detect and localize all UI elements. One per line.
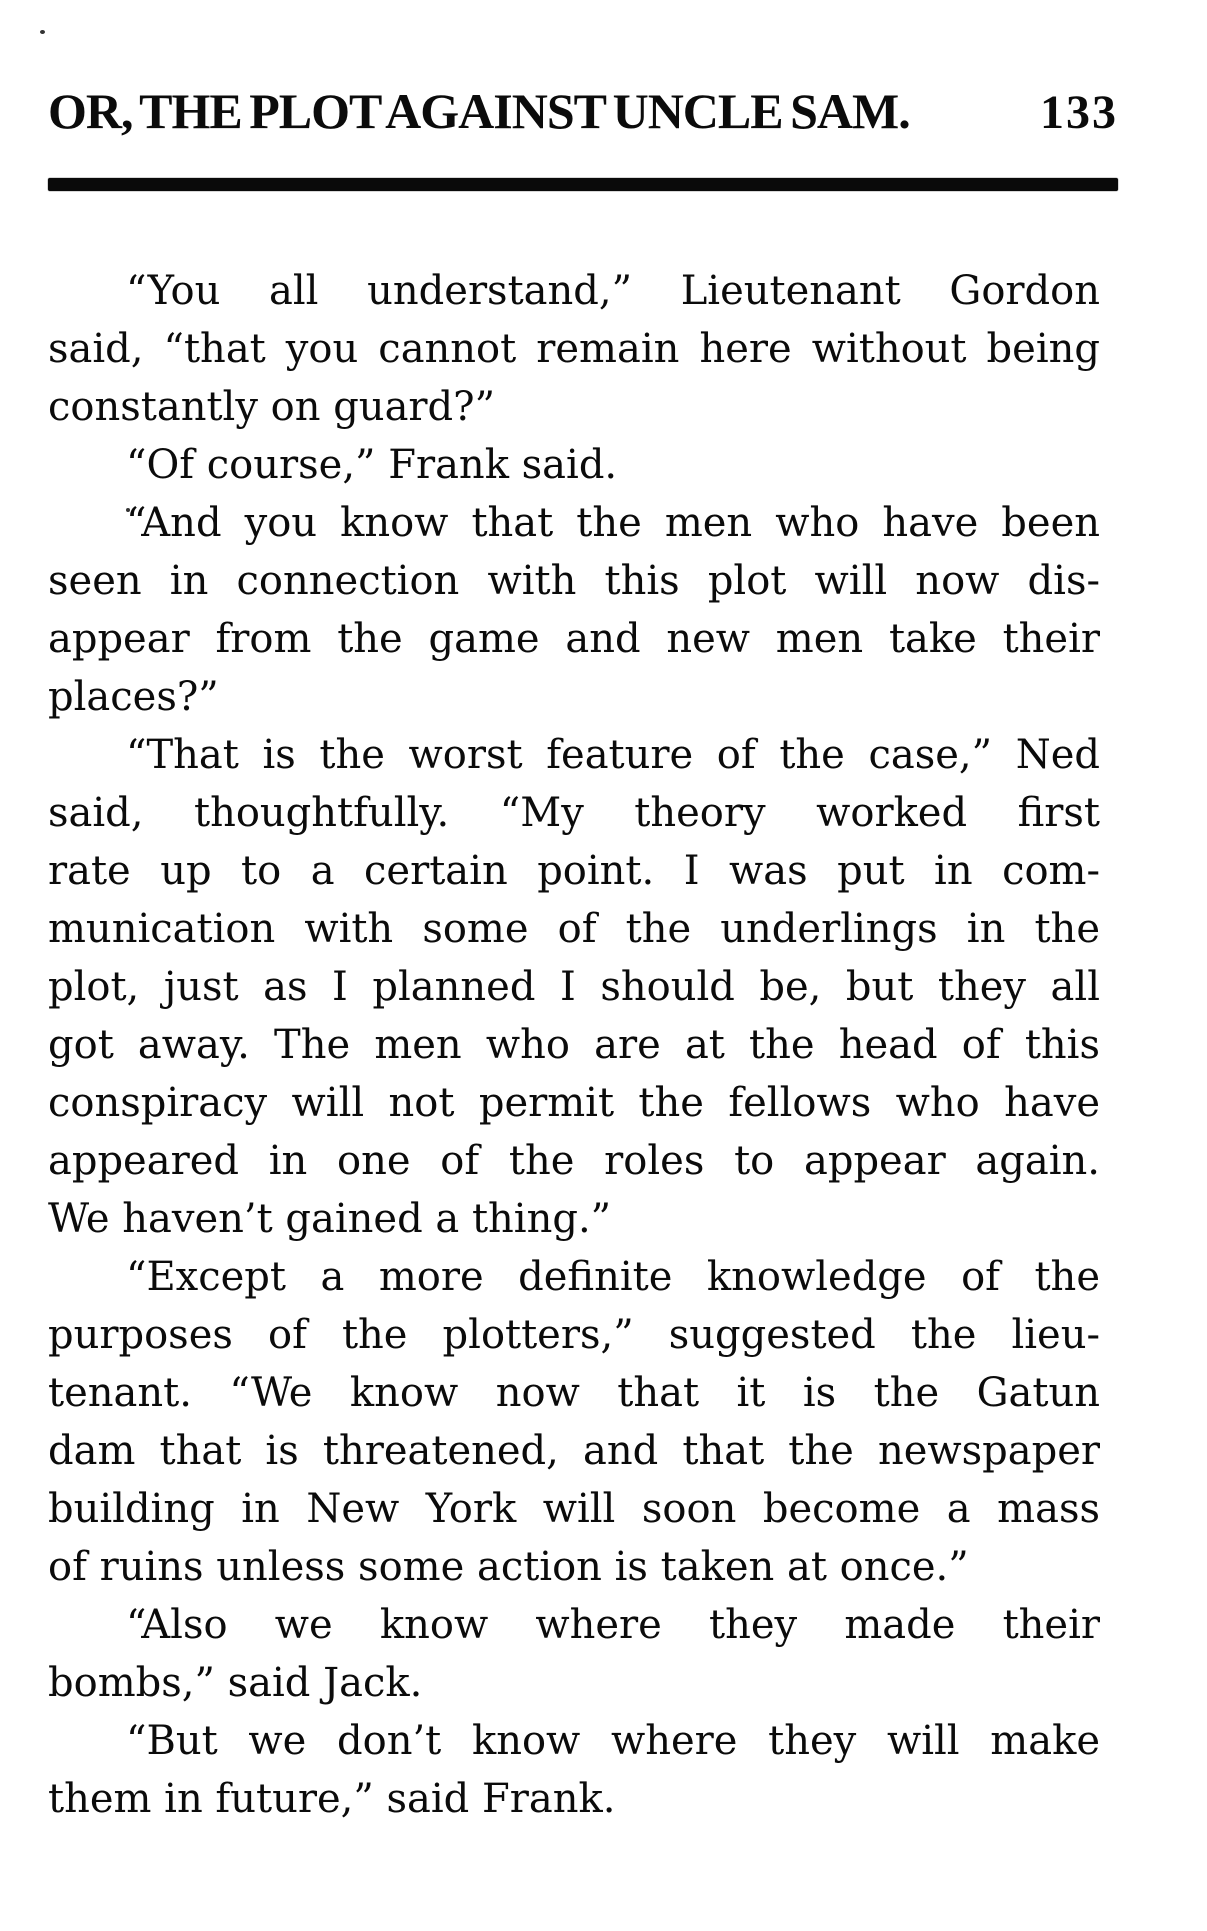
text-line: said, “that you cannot remain here without being bbox=[48, 326, 1100, 372]
text-line: conspiracy will not permit the fellows who have bbox=[48, 1080, 1100, 1126]
page-number: 133 bbox=[1040, 86, 1118, 139]
text-line: dam that is threatened, and that the newspaper bbox=[48, 1428, 1100, 1474]
text-line: “That is the worst feature of the case,” Ned bbox=[126, 732, 1100, 778]
text-line: said, thoughtfully. “My theory worked first bbox=[48, 790, 1100, 836]
running-header bbox=[48, 82, 1118, 140]
text-line: plot, just as I planned I should be, but they all bbox=[48, 964, 1100, 1010]
text-line: bombs,” said Jack. bbox=[48, 1660, 423, 1706]
text-line: seen in connection with this plot will now dis- bbox=[48, 558, 1100, 604]
text-line: munication with some of the underlings in the bbox=[48, 906, 1100, 952]
text-line: “Except a more definite knowledge of the bbox=[126, 1254, 1100, 1300]
text-line: constantly on guard?” bbox=[48, 384, 496, 430]
text-line: “You all understand,” Lieutenant Gordon bbox=[126, 268, 1100, 314]
text-line: rate up to a certain point. I was put in com- bbox=[48, 848, 1100, 894]
text-line: We haven’t gained a thing.” bbox=[48, 1196, 612, 1242]
text-line: building in New York will soon become a mass bbox=[48, 1486, 1100, 1532]
text-line: “Also we know where they made their bbox=[126, 1602, 1100, 1648]
page-title: OR, THE PLOT AGAINST UNCLE SAM. bbox=[48, 83, 910, 139]
text-line: “Of course,” Frank said. bbox=[126, 442, 618, 488]
header-rule bbox=[48, 178, 1118, 191]
text-line: appear from the game and new men take their bbox=[48, 616, 1100, 662]
text-line: tenant. “We know now that it is the Gatun bbox=[48, 1370, 1100, 1416]
text-line: appeared in one of the roles to appear again. bbox=[48, 1138, 1100, 1184]
text-line: purposes of the plotters,” suggested the lieu- bbox=[48, 1312, 1100, 1358]
text-line: got away. The men who are at the head of this bbox=[48, 1022, 1100, 1068]
text-line: of ruins unless some action is taken at once.” bbox=[48, 1544, 969, 1590]
text-line: “And you know that the men who have been bbox=[126, 500, 1100, 546]
scan-speck bbox=[40, 30, 45, 34]
page-text bbox=[48, 262, 1100, 1828]
text-line: places?” bbox=[48, 674, 219, 720]
text-line: “But we don’t know where they will make bbox=[126, 1718, 1100, 1764]
text-line: them in future,” said Frank. bbox=[48, 1776, 616, 1822]
